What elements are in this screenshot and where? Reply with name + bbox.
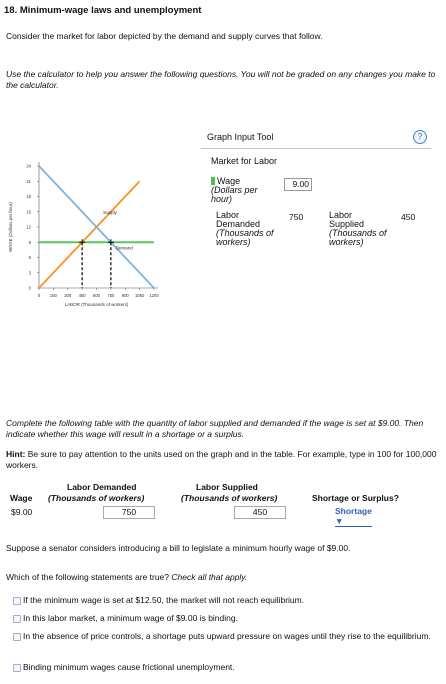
row-wage: $9.00 bbox=[11, 507, 33, 517]
x-axis-label: LABOR (Thousands of workers) bbox=[64, 302, 129, 307]
option-4-label: Binding minimum wages cause frictional unemployment. bbox=[23, 662, 235, 672]
y-tick-label: 6 bbox=[28, 255, 31, 260]
x-tick-label: 0 bbox=[37, 293, 41, 298]
supplied-sublabel: (Thousands of workers) bbox=[329, 228, 387, 247]
supplied-label: Labor Supplied bbox=[329, 210, 365, 229]
labor-supplied-value: 450 bbox=[401, 212, 416, 222]
shortage-surplus-dropdown[interactable] bbox=[335, 506, 372, 527]
x-tick-label: 150 bbox=[49, 293, 57, 298]
y-tick-label: 12 bbox=[26, 224, 31, 230]
which-hint: Check all that apply. bbox=[171, 572, 248, 582]
labor-demanded-value: 750 bbox=[289, 212, 304, 222]
senator-text: Suppose a senator considers introducing a bill to legislate a minimum hourly wage of $9.00. bbox=[6, 543, 351, 553]
col-demanded-units: (Thousands of workers) bbox=[48, 493, 145, 503]
question-intro: Consider the market for labor depicted by the demand and supply curves that follow. bbox=[6, 31, 323, 41]
y-tick-label: 15 bbox=[26, 209, 31, 215]
checkbox[interactable] bbox=[13, 615, 21, 623]
y-tick-label: 21 bbox=[26, 178, 31, 184]
panel-title: Graph Input Tool bbox=[207, 132, 274, 142]
checkbox[interactable] bbox=[13, 664, 21, 672]
y-tick-label: 3 bbox=[28, 270, 31, 276]
wage-swatch-icon bbox=[211, 177, 215, 185]
panel-divider bbox=[201, 148, 431, 149]
checkbox[interactable] bbox=[13, 597, 21, 605]
option-3-label: In the absence of price controls, a shortage puts upward pressure on wages until they rise to the equilibrium. bbox=[23, 631, 431, 641]
wage-sublabel: (Dollars per hour) bbox=[211, 185, 258, 204]
option-4[interactable] bbox=[23, 662, 438, 673]
market-label: Market for Labor bbox=[211, 156, 278, 166]
y-tick-labels bbox=[26, 164, 39, 291]
labor-market-graph[interactable] bbox=[0, 150, 200, 325]
col-supplied-units: (Thousands of workers) bbox=[181, 493, 278, 503]
labor-demanded-input[interactable]: 750 bbox=[103, 506, 155, 519]
supply-label: Supply bbox=[103, 209, 117, 215]
which-statements bbox=[6, 572, 247, 582]
labor-supplied-label bbox=[329, 211, 387, 247]
col-wage: Wage bbox=[10, 493, 33, 503]
x-tick-label: 1050 bbox=[134, 293, 145, 298]
y-tick-label: 18 bbox=[26, 194, 31, 199]
option-1-label: If the minimum wage is set at $12.50, the market will not reach equilibrium. bbox=[23, 595, 305, 605]
y-tick-label: 9 bbox=[28, 239, 31, 245]
demanded-label: Labor Demanded bbox=[216, 210, 261, 229]
col-labor-demanded: Labor Demanded bbox=[67, 482, 137, 492]
option-2-label: In this labor market, a minimum wage of $9.00 is binding. bbox=[23, 613, 238, 623]
triangle-down-icon: ▼ bbox=[335, 516, 344, 526]
labor-demanded-label bbox=[216, 211, 274, 247]
calculator-instruction: Use the calculator to help you answer the following questions. You will not be graded on any changes you make to the calculator. bbox=[6, 69, 436, 90]
x-tick-label: 450 bbox=[78, 293, 86, 298]
option-1[interactable] bbox=[23, 595, 438, 606]
which-text: Which of the following statements are true? bbox=[6, 572, 169, 582]
x-tick-label: 300 bbox=[64, 293, 72, 298]
x-tick-label: 900 bbox=[121, 293, 129, 298]
option-2[interactable] bbox=[23, 613, 438, 624]
hint-label: Hint: bbox=[6, 449, 26, 459]
question-title: 18. Minimum-wage laws and unemployment bbox=[4, 5, 202, 16]
x-tick-label: 750 bbox=[107, 293, 115, 298]
x-tick-label: 1200 bbox=[149, 293, 159, 298]
y-tick-label: 0 bbox=[28, 285, 31, 291]
supply-curve bbox=[39, 181, 140, 288]
y-axis-label: WAGE (Dollars per hour) bbox=[8, 202, 13, 252]
col-shortage-surplus: Shortage or Surplus? bbox=[312, 493, 399, 503]
help-icon[interactable]: ? bbox=[413, 130, 427, 144]
wage-field-label bbox=[211, 177, 276, 204]
col-labor-supplied: Labor Supplied bbox=[196, 482, 258, 492]
dropdown-value: Shortage bbox=[335, 506, 372, 516]
x-tick-label: 600 bbox=[93, 293, 100, 298]
labor-supplied-input[interactable]: 450 bbox=[234, 506, 286, 519]
graph-input-tool bbox=[201, 127, 431, 375]
demand-label: Demand bbox=[115, 245, 133, 251]
table-instruction: Complete the following table with the quantity of labor supplied and demanded if the wage is set at $9.00. Then indicate whether this wage will result in a shortage or a surplus. bbox=[6, 418, 424, 439]
hint bbox=[6, 449, 446, 471]
option-3[interactable] bbox=[23, 631, 438, 642]
x-tick-labels bbox=[38, 288, 159, 298]
checkbox[interactable] bbox=[13, 633, 21, 641]
graph-lines bbox=[39, 166, 154, 288]
hint-text: Be sure to pay attention to the units used on the graph and in the table. For example, type in 100 for 100,000 workers. bbox=[6, 449, 437, 470]
demanded-sublabel: (Thousands of workers) bbox=[216, 228, 274, 247]
wage-label: Wage bbox=[217, 176, 241, 186]
y-tick-label: 24 bbox=[26, 163, 31, 169]
wage-input[interactable]: 9.00 bbox=[284, 178, 312, 191]
